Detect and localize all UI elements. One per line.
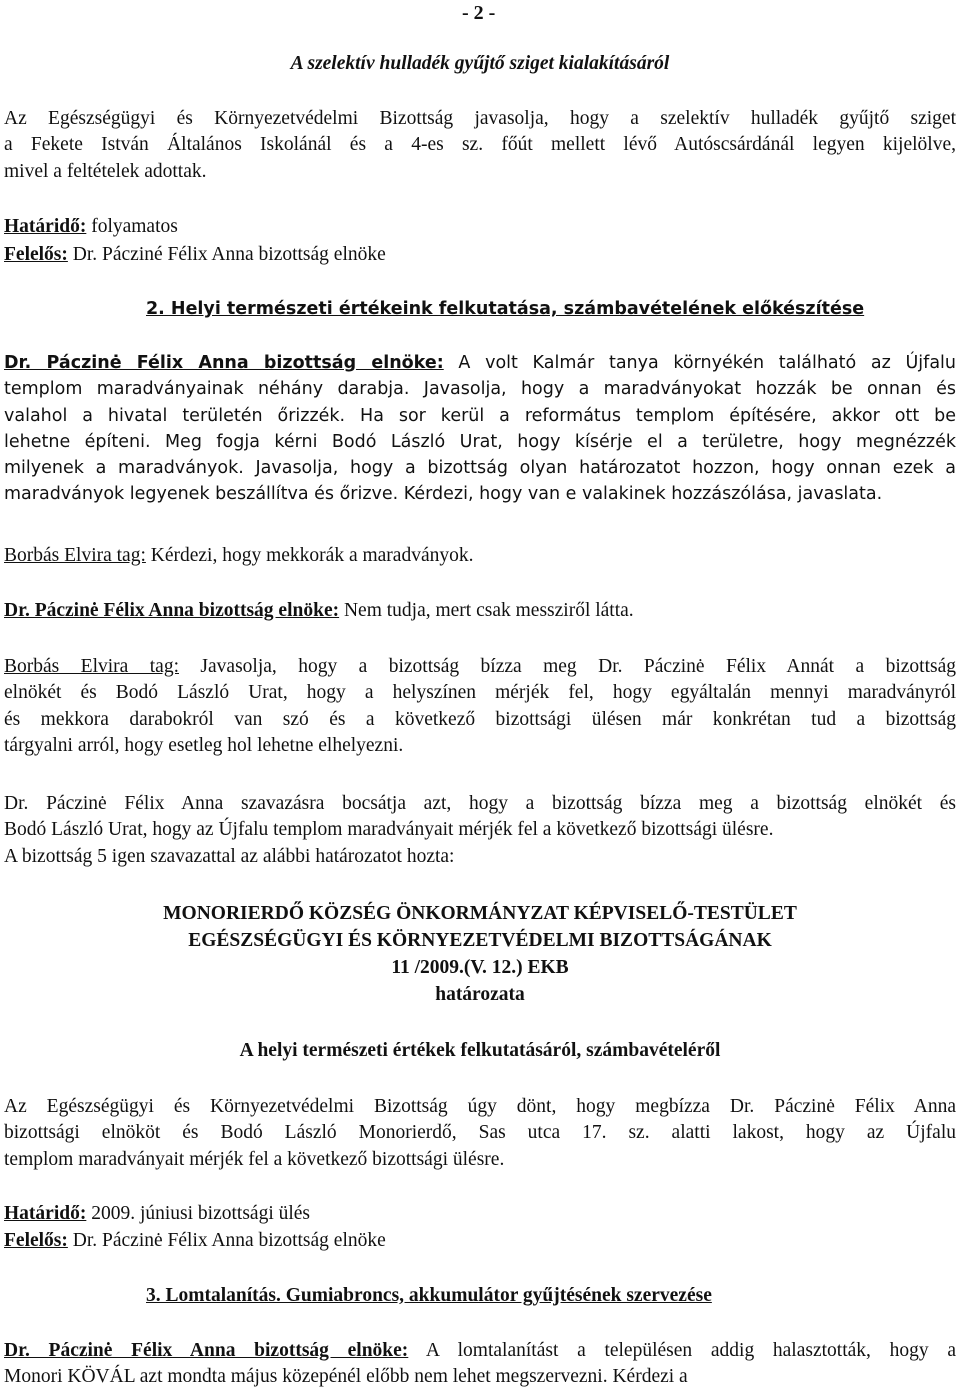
section1-body bbox=[4, 106, 956, 185]
section2-para4 bbox=[4, 654, 956, 759]
para-line: A bizottság 5 igen szavazattal az alábbi határozatot hozta: bbox=[4, 845, 455, 867]
para-text: Javasolja, hogy a bizottság bízza meg Dr. Páczinė Félix Annát a bizottság bbox=[179, 656, 956, 677]
para-line: Bodó László Urat, hogy az Újfalu templom maradványait mérjék fel a következő bizottsági ülésre. bbox=[4, 819, 774, 841]
section1-deadline bbox=[4, 216, 178, 238]
para-line: milyenek a maradványok. Javasolja, hogy a bizottság olyan határozatot hozzon, hogy onnan ezek a bbox=[4, 458, 956, 479]
resolution-header-line: határozata bbox=[435, 984, 525, 1005]
section2-responsible bbox=[4, 1230, 386, 1252]
resolution-line: Az Egészségügyi és Környezetvédelmi Bizottság úgy dönt, hogy megbízza Dr. Páczinė Félix Anna bbox=[4, 1096, 956, 1117]
deadline-value: 2009. júniusi bizottsági ülés bbox=[86, 1203, 311, 1224]
speaker-chair: Dr. Páczinė Félix Anna bizottság elnöke: bbox=[4, 600, 340, 621]
para-line: valahol a hivatal területén őrizzék. Ha sor kerül a református templom építésére, akkor ott be bbox=[4, 405, 956, 426]
section1-line: Az Egészségügyi és Környezetvédelmi Bizottság javasolja, hogy a szelektív hulladék gyűjtő sziget bbox=[4, 108, 956, 129]
para-line: és mekkora darabokról van szó és a következő bizottsági ülésen már konkrétan tud a bizottság bbox=[4, 708, 956, 730]
responsible-label: Felelős: bbox=[4, 1230, 68, 1251]
para-text: A lomtalanítást a településen addig halasztották, hogy a bbox=[408, 1340, 956, 1361]
resolution-header bbox=[0, 900, 960, 1008]
resolution-header-line: EGÉSZSÉGÜGYI ÉS KÖRNYEZETVÉDELMI BIZOTTSÁGÁNAK bbox=[188, 930, 772, 951]
para-line: tárgyalni arról, hogy esetleg hol lehetne elhelyezni. bbox=[4, 734, 404, 756]
section1-title: A szelektív hulladék gyűjtő sziget kialakításáról bbox=[290, 53, 670, 74]
resolution-number: 11 /2009.(V. 12.) EKB bbox=[391, 957, 569, 978]
para-text: A volt Kalmár tanya környékén található az Újfalu bbox=[443, 353, 956, 373]
para-line: elnökét és Bodó László Urat, hogy a helyszínen mérjék fel, hogy egyáltalán mennyi maradványról bbox=[4, 682, 956, 704]
deadline-label: Határidő: bbox=[4, 216, 87, 237]
section1-line: mivel a feltételek adottak. bbox=[4, 160, 207, 182]
para-line: Monori KÖVÁL azt mondta május közepénél előbb nem lehet megszervezni. Kérdezi a bbox=[4, 1366, 688, 1388]
section2-heading: 2. Helyi természeti értékeink felkutatása, számbavételének előkészítése bbox=[146, 299, 865, 319]
para-line: templom maradványainak néhány darabja. Javasolja, hogy a maradványokat hozzák be onnan és bbox=[4, 379, 956, 400]
resolution-line: templom maradványait mérjék fel a következő bizottsági ülésre. bbox=[4, 1148, 505, 1170]
section3-para1 bbox=[4, 1338, 956, 1391]
para-text: Nem tudja, mert csak messziről látta. bbox=[339, 600, 634, 621]
resolution-title: A helyi természeti értékek felkutatásáról, számbavételéről bbox=[239, 1040, 721, 1061]
para-line: lehetne építeni. Meg fogja kérni Bodó László Urat, hogy kísérje el a területre, hogy megnézzék bbox=[4, 431, 956, 452]
section2-para3 bbox=[4, 600, 634, 622]
responsible-value: Dr. Pácziné Félix Anna bizottság elnöke bbox=[67, 244, 386, 265]
section2-deadline bbox=[4, 1203, 310, 1225]
section2-para2 bbox=[4, 545, 473, 567]
speaker-chair: Dr. Páczinė Félix Anna bizottság elnöke: bbox=[4, 1340, 409, 1361]
para-line: maradványok legyenek beszállítva és őrizve. Kérdezi, hogy van e valakinek hozzászólása, javaslata. bbox=[4, 484, 883, 505]
speaker-member: Borbás Elvira tag: bbox=[4, 545, 146, 566]
section1-line: a Fekete István Általános Iskolánál és a 4-es sz. főút mellett lévő Autóscsárdánál legyen kijelölve, bbox=[4, 134, 956, 156]
page-number: - 2 - bbox=[462, 2, 496, 24]
resolution-body bbox=[4, 1094, 956, 1173]
section3-heading: 3. Lomtalanítás. Gumiabroncs, akkumulátor gyűjtésének szervezése bbox=[146, 1285, 712, 1306]
resolution-line: bizottsági elnököt és Bodó László Monorierdő, Sas utca 17. sz. alatti lakost, hogy az Újfalu bbox=[4, 1122, 956, 1144]
deadline-value: folyamatos bbox=[86, 216, 178, 237]
section2-para5 bbox=[4, 791, 956, 870]
speaker-member: Borbás Elvira tag: bbox=[4, 656, 179, 677]
section2-para1 bbox=[4, 350, 956, 508]
para-text: Kérdezi, hogy mekkorák a maradványok. bbox=[145, 545, 474, 566]
responsible-value: Dr. Páczinė Félix Anna bizottság elnöke bbox=[67, 1230, 386, 1251]
para-line: Dr. Páczinė Félix Anna szavazásra bocsátja azt, hogy a bizottság bízza meg a bizottság elnökét és bbox=[4, 793, 956, 814]
resolution-header-line: MONORIERDŐ KÖZSÉG ÖNKORMÁNYZAT KÉPVISELŐ-TESTÜLET bbox=[163, 903, 797, 924]
speaker-chair: Dr. Páczinė Félix Anna bizottság elnöke: bbox=[4, 353, 444, 373]
section1-responsible bbox=[4, 244, 386, 266]
deadline-label: Határidő: bbox=[4, 1203, 87, 1224]
responsible-label: Felelős: bbox=[4, 244, 68, 265]
